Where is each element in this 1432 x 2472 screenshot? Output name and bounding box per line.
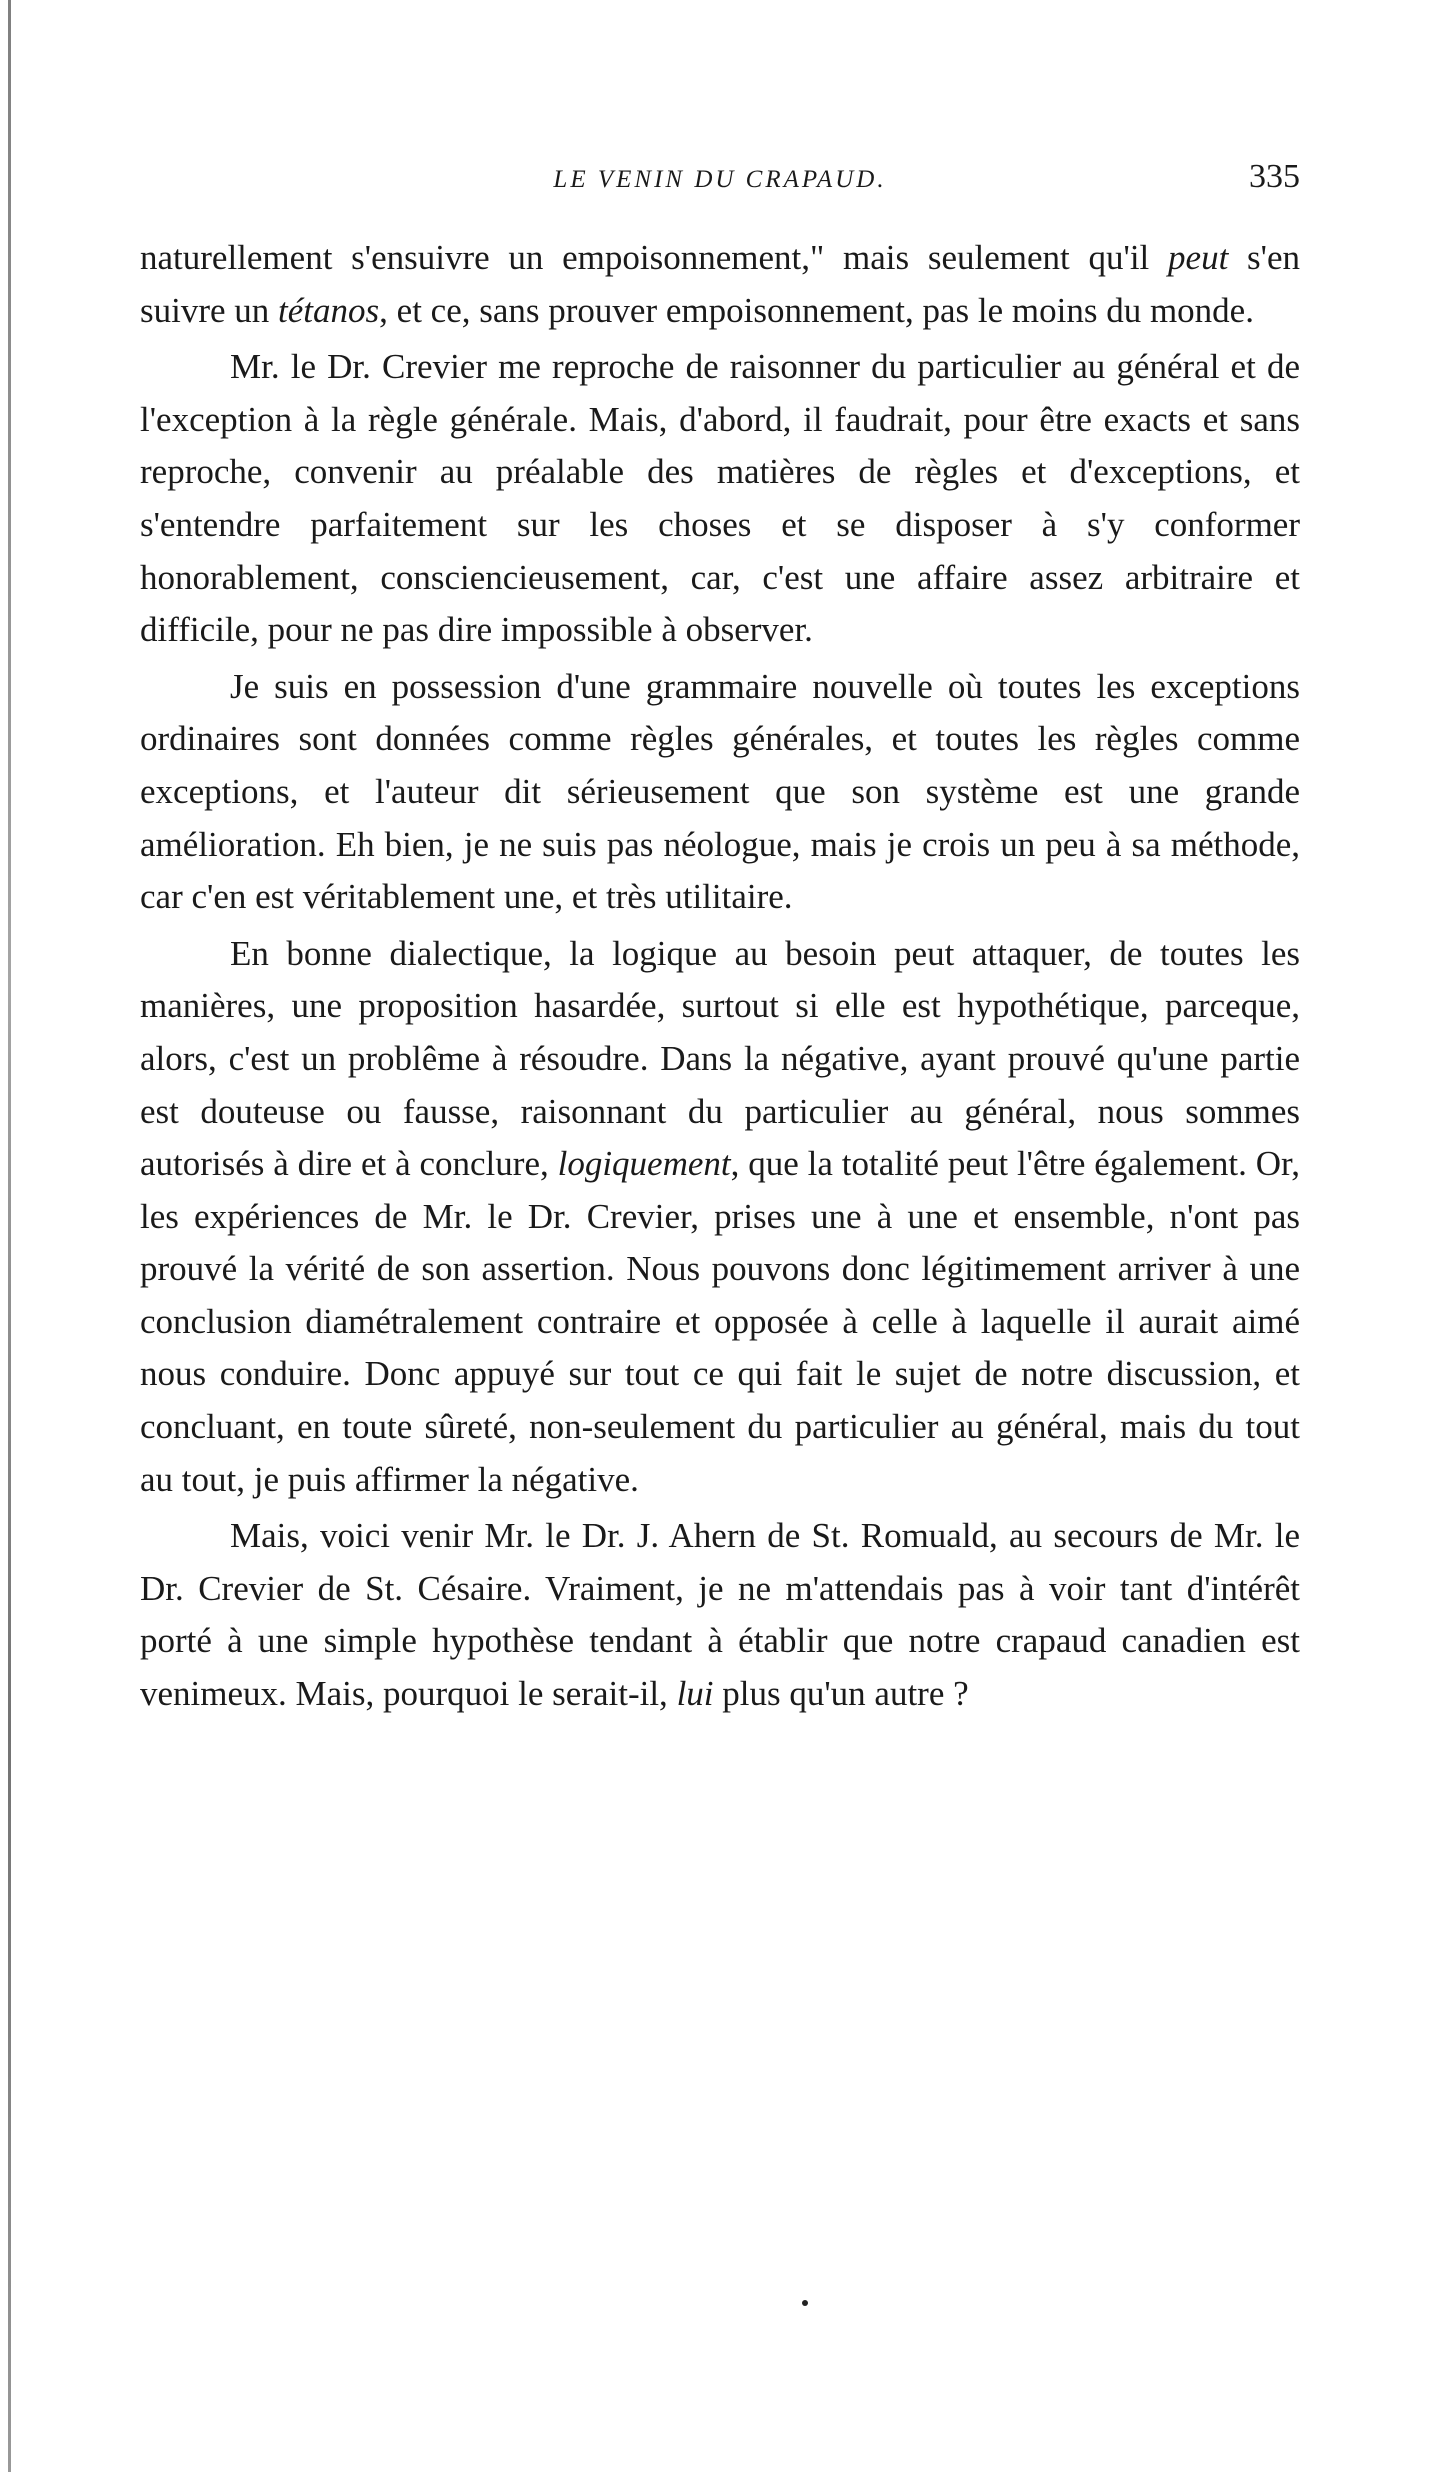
paragraph-5 [140,1510,1300,1720]
italic-word-lui: lui [676,1674,714,1714]
body-text [140,232,1300,1725]
running-head [140,158,1300,206]
paragraph-1-text-a: naturellement s'ensuivre un empoisonnement," mais seulement qu'il [140,238,1169,277]
paragraph-2: Mr. le Dr. Crevier me reproche de raisonner du particulier au général et de l'exception à la règle générale. Mais, d'abord, il faudrait, pour être exacts et sans reproche, convenir au préalable des matières de règles et d'exceptions, et s'entendre parfaitement sur les choses et se disposer à s'y conformer honorablement, consciencieusement, car, c'est une affaire assez arbitraire et difficile, pour ne pas dire impossible à observer. [140,347,1300,650]
page-number: 335 [1249,158,1300,195]
italic-word-tetanos: tétanos [278,290,380,330]
ink-dot [802,2300,808,2306]
paragraph-1 [140,232,1300,337]
italic-word-peut: peut [1168,238,1229,277]
running-title: LE VENIN DU CRAPAUD. [553,166,887,193]
page-edge [8,0,11,2472]
italic-word-logiquement: logiquement [557,1144,731,1184]
paragraph-5-text-b: plus qu'un autre ? [713,1674,969,1714]
paragraph-4 [140,928,1300,1507]
paragraph-1-text-c: , et ce, sans prouver empoisonnement, pas le moins du monde. [379,290,1254,330]
paragraph-1-text-b: s'en suivre un [140,238,1301,330]
paragraph-4-text-b: , que la totalité peut l'être également. Or, les expériences de Mr. le Dr. Crevier, prises une à une et ensemble, n'ont pas prouvé la vérité de son assertion. Nous pouvons donc légitimement arriver à une conclusion diamétralement contraire et opposée à celle à laquelle il aurait aimé nous conduire. Donc appuyé sur tout ce qui fait le sujet de notre discussion, et concluant, en toute sûreté, non-seulement du particulier au général, mais du tout au tout, je puis affirmer la négative. [140,1144,1301,1499]
paragraph-3: Je suis en possession d'une grammaire nouvelle où toutes les exceptions ordinaires sont données comme règles générales, et toutes les règles comme exceptions, et l'auteur dit sérieusement que son système est une grande amélioration. Eh bien, je ne suis pas néologue, mais je crois un peu à sa méthode, car c'en est véritablement une, et très utilitaire. [140,666,1300,917]
paragraph-4-text-a: En bonne dialectique, la logique au besoin peut attaquer, de toutes les manières, une proposition hasardée, surtout si elle est hypothétique, parceque, alors, c'est un problême à résoudre. Dans la négative, ayant prouvé qu'une partie est douteuse ou fausse, raisonnant du particulier au général, nous sommes autorisés à dire et à conclure, [140,933,1300,1184]
paragraph-5-text-a: Mais, voici venir Mr. le Dr. J. Ahern de St. Romuald, au secours de Mr. le Dr. Crevier de St. Césaire. Vraiment, je ne m'attendais pas à voir tant d'intérêt porté à une simple hypothèse tendant à établir que notre crapaud canadien est venimeux. Mais, pourquoi le serait-il, [140,1516,1300,1714]
